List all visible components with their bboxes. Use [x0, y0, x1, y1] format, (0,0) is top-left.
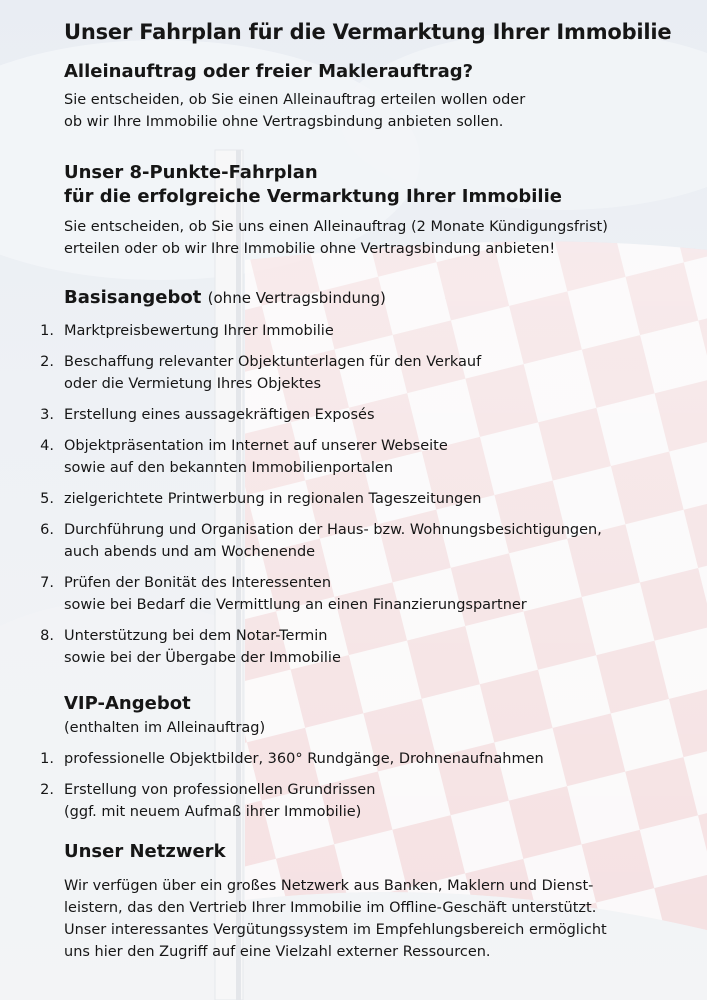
list-item	[34, 435, 448, 479]
list-item-text: Durchführung und Organisation der Haus- bzw. Wohnungsbesichtigungen,	[64, 522, 602, 538]
netzwerk-line: Wir verfügen über ein großes Netzwerk aus Banken, Maklern und Dienst-	[64, 878, 594, 894]
list-item-text: sowie auf den bekannten Immobilienportalen	[64, 460, 394, 476]
list-item-text: professionelle Objektbilder, 360° Rundgänge, Drohnenaufnahmen	[64, 751, 544, 767]
list-item-number: 5.	[40, 491, 54, 507]
list-item-number: 1.	[40, 751, 54, 767]
auftrag-heading: Alleinauftrag oder freier Maklerauftrag?	[64, 61, 474, 82]
list-item-number: 7.	[40, 575, 54, 591]
list-item-text: Erstellung eines aussagekräftigen Exposés	[64, 407, 375, 423]
auftrag-text	[64, 89, 525, 133]
list-item-text: sowie bei der Übergabe der Immobilie	[64, 650, 341, 666]
list-item-number: 4.	[40, 438, 54, 454]
list-item-number: 1.	[40, 323, 54, 339]
fahrplan-text	[64, 216, 608, 260]
list-item	[34, 748, 544, 770]
fahrplan-line: erteilen oder ob wir Ihre Immobilie ohne Vertragsbindung anbieten!	[64, 241, 556, 257]
list-item-number: 6.	[40, 522, 54, 538]
list-item-text: Marktpreisbewertung Ihrer Immobilie	[64, 323, 334, 339]
netzwerk-heading: Unser Netzwerk	[64, 841, 226, 862]
netzwerk-line: leistern, das den Vertrieb Ihrer Immobilie im Offline-Geschäft unterstützt.	[64, 900, 597, 916]
basis-heading-label: Basisangebot	[64, 287, 202, 308]
list-item-text: Prüfen der Bonität des Interessenten	[64, 575, 332, 591]
list-item-text: sowie bei Bedarf die Vermittlung an einen Finanzierungspartner	[64, 597, 527, 613]
list-item-number: 2.	[40, 782, 54, 798]
list-item	[34, 625, 341, 669]
list-item	[34, 779, 375, 823]
list-item	[34, 351, 481, 395]
list-item	[34, 320, 334, 342]
fahrplan-heading	[64, 161, 562, 209]
list-item-text: (ggf. mit neuem Aufmaß ihrer Immobilie)	[64, 804, 362, 820]
list-item-text: Unterstützung bei dem Notar-Termin	[64, 628, 328, 644]
fahrplan-heading-line: für die erfolgreiche Vermarktung Ihrer Immobilie	[64, 186, 562, 207]
list-item-text: oder die Vermietung Ihres Objektes	[64, 376, 322, 392]
auftrag-line: ob wir Ihre Immobilie ohne Vertragsbindung anbieten sollen.	[64, 114, 504, 130]
list-item-text: auch abends und am Wochenende	[64, 544, 316, 560]
page-title: Unser Fahrplan für die Vermarktung Ihrer Immobilie	[64, 20, 672, 44]
vip-heading: VIP-Angebot	[64, 693, 191, 714]
netzwerk-line: uns hier den Zugriff auf eine Vielzahl externer Ressourcen.	[64, 944, 491, 960]
netzwerk-text	[64, 875, 607, 963]
list-item-number: 8.	[40, 628, 54, 644]
list-item-text: zielgerichtete Printwerbung in regionalen Tageszeitungen	[64, 491, 482, 507]
basis-subheading: (ohne Vertragsbindung)	[207, 289, 386, 307]
list-item	[34, 488, 481, 510]
auftrag-line: Sie entscheiden, ob Sie einen Alleinauftrag erteilen wollen oder	[64, 92, 526, 108]
netzwerk-line: Unser interessantes Vergütungssystem im Empfehlungsbereich ermöglicht	[64, 922, 607, 938]
list-item-text: Erstellung von professionellen Grundrissen	[64, 782, 376, 798]
list-item-text: Objektpräsentation im Internet auf unserer Webseite	[64, 438, 448, 454]
basis-heading	[64, 286, 386, 310]
fahrplan-line: Sie entscheiden, ob Sie uns einen Alleinauftrag (2 Monate Kündigungsfrist)	[64, 219, 608, 235]
vip-subheading: (enthalten im Alleinauftrag)	[64, 720, 266, 736]
list-item	[34, 572, 527, 616]
list-item-number: 2.	[40, 354, 54, 370]
fahrplan-heading-line: Unser 8-Punkte-Fahrplan	[64, 162, 318, 183]
list-item-number: 3.	[40, 407, 54, 423]
list-item-text: Beschaffung relevanter Objektunterlagen für den Verkauf	[64, 354, 482, 370]
list-item	[34, 519, 602, 563]
list-item	[34, 404, 375, 426]
